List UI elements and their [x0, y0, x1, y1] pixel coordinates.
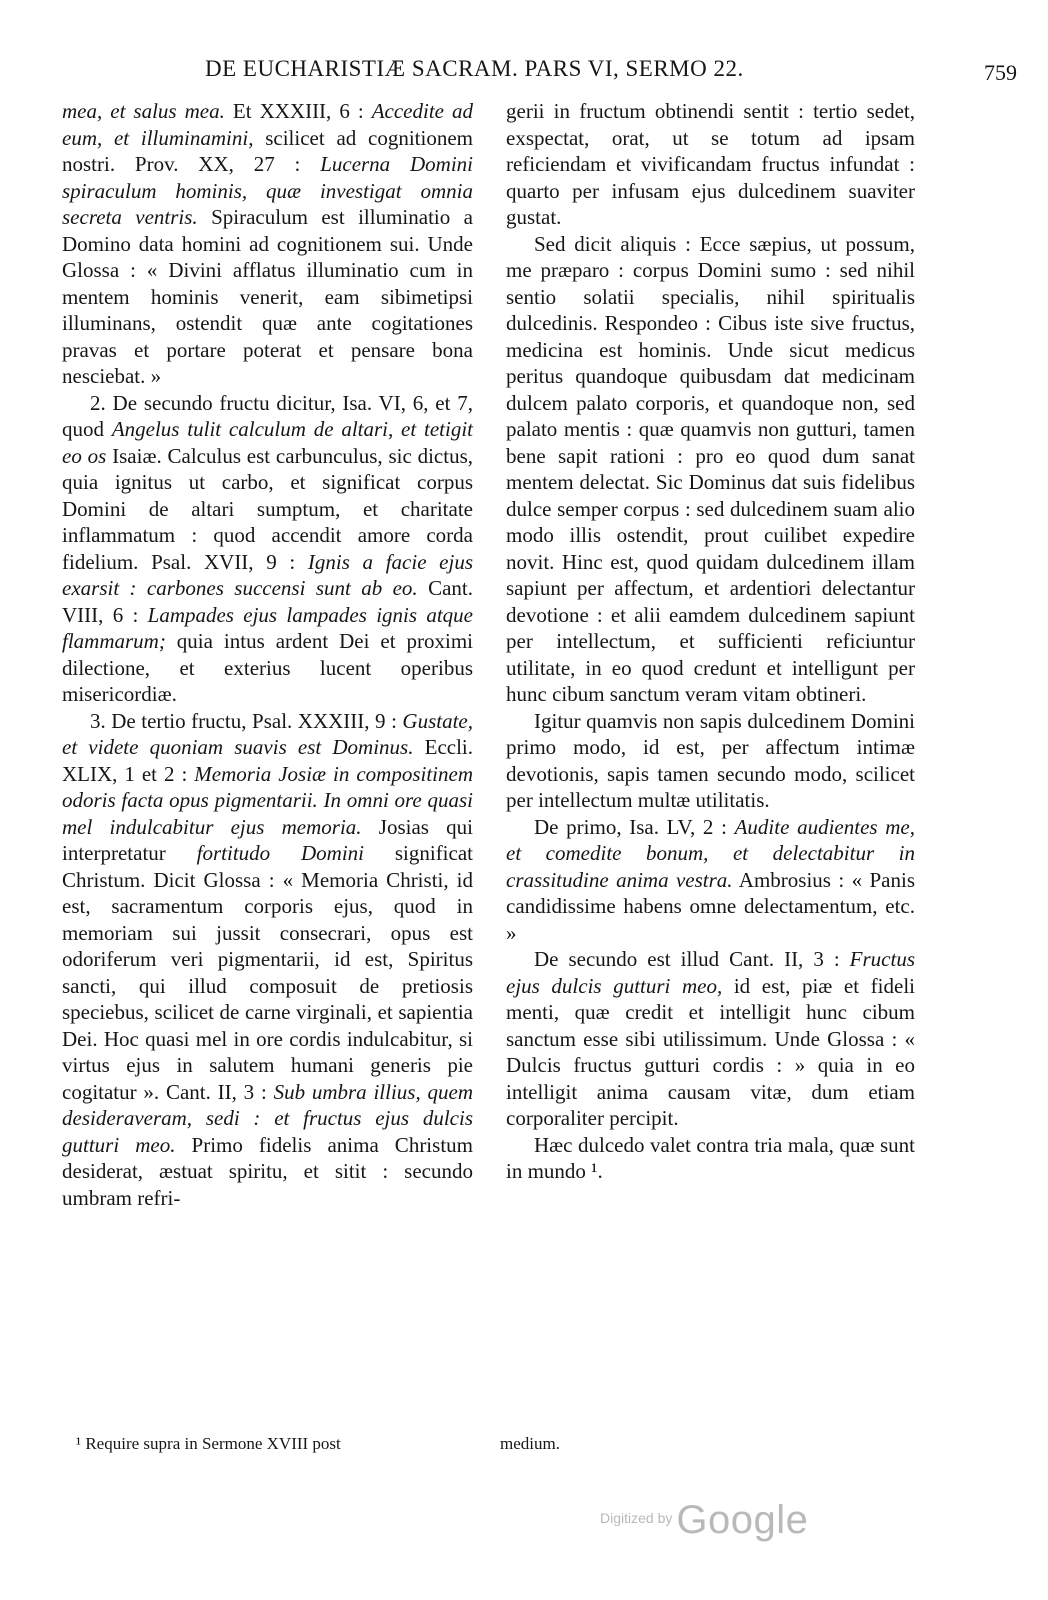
text-run: quia intus ardent Dei et proximi dilectione, et exterius lucent operibus misericordiæ. — [62, 629, 473, 706]
italic-quotation: Lampades ejus lampades ignis atque flammarum; — [62, 602, 474, 653]
paragraph — [506, 708, 915, 814]
text-run: Igitur quamvis non sapis dulcedinem Domini primo modo, id est, per affectum intimæ devotionis, sapis tamen secundo modo, scilicet per intellectum multæ utilitatis. — [506, 708, 915, 812]
text-run: 3. De tertio fructu, Psal. XXXIII, 9 : — [90, 708, 403, 733]
text-run: Sed dicit aliquis : Ecce sæpius, ut possum, me præparo : corpus Domini sumo : sed nihil sentio solatii specialis, nihil spiritualis dulcedinis. Respondeo : Cibus iste sive fructus, medicina est hominis. Unde sicut medicus peritus quandoque quibusdam dat medicinam dulcem palato corporis, et quandoque non, sed palato mentis : quæ quamvis non gutturi, tamen bene sapit rationi : pro eo quod dum sanat mentem delectat. Sic Dominus dat suis fidelibus dulce semper corpus : sed dulcedinem suam alio modo illis ostendit, prout cuilibet expedire novit. Hinc est, quod quidam dulcedinem illam sapiunt per affectum, et ardentiori delectantur devotione : et alii eamdem dulcedinem sapiunt per intellectum, et sufficienti reficiuntur utilitate, in eo quod credunt et intelligunt per hunc cibum sanctum veram vitam obtineri. — [506, 231, 915, 706]
text-run: id est, piæ et fideli menti, quæ credit et intelligit hunc cibum sanctum esse sibi utilissimum. Unde Glossa : « Dulcis fructus gutturi cordis : » quia in eo intelligit anima causam vitæ, dum etiam corporaliter percipit. — [506, 973, 915, 1130]
text-run: significat Christum. Dicit Glossa : « Memoria Christi, id est, sacramentum corporis ejus, quod in memoriam sui jussit consecrari, opus est odoriferum veri pigmentarii, id est, Spiritus sancti, qui illud composuit de pretiosis speciebus, scilicet de carne virginali, et sapientia Dei. Hoc quasi mel in ore cordis indulcabitur, si virtus ejus in salutem humani generis pie cogitatur ». Cant. II, 3 : — [62, 841, 473, 1104]
text-run: Spiraculum est illuminatio a Domino data homini ad cognitionem sui. Unde Glossa : « Divini afflatus illuminatio cum in mentem hominis venerit, eam sibimetipsi illuminans, ostendit quæ ante cogitationes pravas et portare poterat et pensare bona nesciebat. » — [62, 205, 473, 388]
text-run: gerii in fructum obtinendi sentit : tertio sedet, exspectat, orat, ut se totum ad ipsam reficiendam et vivificandam fructus infundat : quarto per infusam ejus dulcedinem suaviter gustat. — [506, 99, 915, 229]
text-run: scilicet ad cognitionem nostri. Prov. XX, 27 : — [62, 125, 473, 176]
italic-quotation: Fructus ejus dulcis gutturi meo, — [506, 947, 915, 998]
text-run: Hæc dulcedo valet contra tria mala, quæ sunt in mundo ¹. — [506, 1132, 915, 1183]
page-number: 759 — [984, 60, 1017, 85]
italic-quotation: Angelus tulit calculum de altari, et tetigit eo os — [62, 417, 473, 468]
paragraph — [62, 98, 473, 390]
digitized-watermark — [600, 1498, 808, 1543]
text-run: Isaiæ. Calculus est carbunculus, sic dictus, quia ignitus ut carbo, et significat corpus Domini de altari sumptum, et charitate inflammatum : quod accendit amore corda fidelium. Psal. XVII, 9 : — [62, 443, 473, 574]
italic-quotation: fortitudo Domini — [196, 841, 364, 865]
italic-quotation: Lucerna Domini spiraculum hominis, quæ investigat omnia secreta ventris. — [62, 152, 474, 229]
watermark-prefix: Digitized by — [600, 1510, 673, 1526]
right-column — [506, 98, 915, 1185]
text-run: Primo fidelis anima Christum desiderat, æstuat spiritu, et sitit : secundo umbram refri- — [62, 1132, 473, 1210]
text-run: Eccli. XLIX, 1 et 2 : — [62, 735, 474, 786]
running-header — [0, 56, 1048, 88]
paragraph — [506, 946, 915, 1132]
italic-quotation: Sub umbra illius, quem desideraveram, sedi : et fructus ejus dulcis gutturi meo. — [62, 1079, 473, 1157]
text-run: De secundo est illud Cant. II, 3 : — [534, 947, 850, 971]
paragraph — [506, 231, 915, 708]
italic-quotation: mea, et salus mea. — [62, 99, 225, 123]
text-run: De primo, Isa. LV, 2 : — [534, 814, 735, 839]
text-run: Cant. VIII, 6 : — [62, 576, 473, 627]
text-run: 2. De secundo fructu dicitur, Isa. VI, 6, et 7, quod — [62, 390, 473, 441]
footnote-text: ¹ Require supra in Sermone XVIII post — [76, 1434, 341, 1453]
footnote-text-continued: medium. — [500, 1434, 560, 1453]
text-run: Ambrosius : « Panis candidissime habens omne delectamentum, etc. » — [506, 867, 916, 945]
italic-quotation: Accedite ad eum, et illuminamini, — [62, 99, 474, 150]
paragraph — [506, 814, 915, 947]
text-run: Josias qui interpretatur — [62, 814, 473, 865]
paragraph — [62, 390, 473, 708]
italic-quotation: Audite audientes me, et comedite bonum, et delectabitur in crassitudine anima vestra. — [506, 814, 915, 892]
text-run: Et XXXIII, 6 : — [224, 99, 372, 123]
italic-quotation: Ignis a facie ejus exarsit : carbones succensi sunt ab eo. — [62, 549, 473, 600]
left-column — [62, 98, 473, 1211]
google-logo: Google — [676, 1498, 809, 1542]
paragraph — [506, 98, 915, 231]
running-title: DE EUCHARISTIÆ SACRAM. PARS VI, SERMO 22. — [205, 56, 744, 81]
paragraph — [62, 708, 473, 1212]
paragraph — [506, 1132, 915, 1185]
italic-quotation: Gustate, et videte quoniam suavis est Dominus. — [62, 708, 473, 759]
italic-quotation: Memoria Josiæ in compositinem odoris facta opus pigmentarii. In omni ore quasi mel indulcabitur ejus memoria. — [62, 761, 473, 839]
